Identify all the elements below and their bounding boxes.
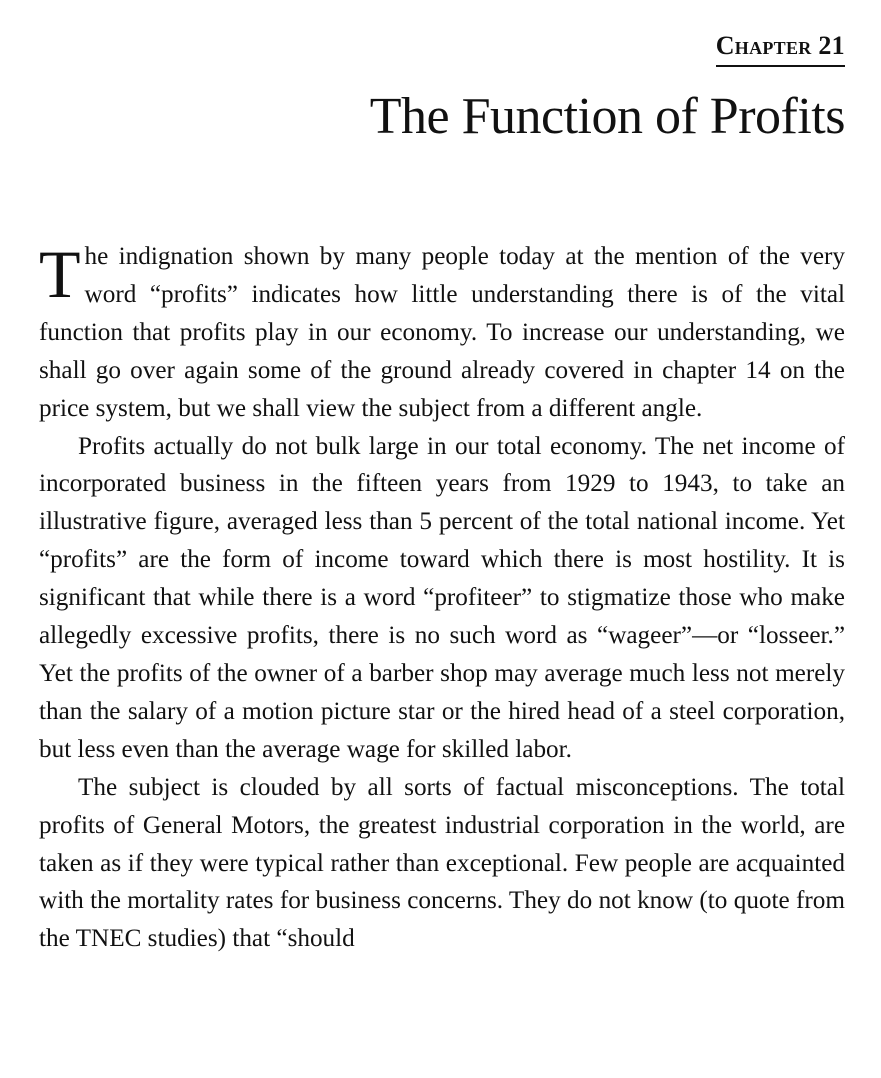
paragraph-1-text: he indignation shown by many people today at the mention of the very word “profits” indicates how little understanding there is of the vital function that profits play in our economy. To increase our understanding, we shall go over again some of the ground already covered in chapter 14 on the price system, but we shall view the subject from a different angle.	[39, 243, 845, 422]
drop-cap: T	[39, 236, 81, 312]
chapter-body	[39, 238, 845, 958]
chapter-title: The Function of Profits	[369, 88, 845, 145]
paragraph-1	[39, 238, 845, 428]
book-page	[39, 0, 845, 1078]
paragraph-2: Profits actually do not bulk large in our total economy. The net income of incorporated business in the fifteen years from 1929 to 1943, to take an illustrative figure, averaged less than 5 percent of the total national income. Yet “profits” are the form of income toward which there is most hostility. It is significant that while there is a word “profiteer” to stigmatize those who make allegedly excessive profits, there is no such word as “wageer”—or “losseer.” Yet the profits of the owner of a barber shop may average much less not merely than the salary of a motion picture star or the hired head of a steel corporation, but less even than the average wage for skilled labor.	[39, 432, 845, 763]
chapter-label: Chapter 21	[716, 30, 845, 67]
paragraph-3: The subject is clouded by all sorts of factual misconceptions. The total profits of General Motors, the greatest industrial corporation in the world, are taken as if they were typical rather than exceptional. Few people are acquainted with the mortality rates for business concerns. They do not know (to quote from the TNEC studies) that “should	[39, 773, 845, 953]
